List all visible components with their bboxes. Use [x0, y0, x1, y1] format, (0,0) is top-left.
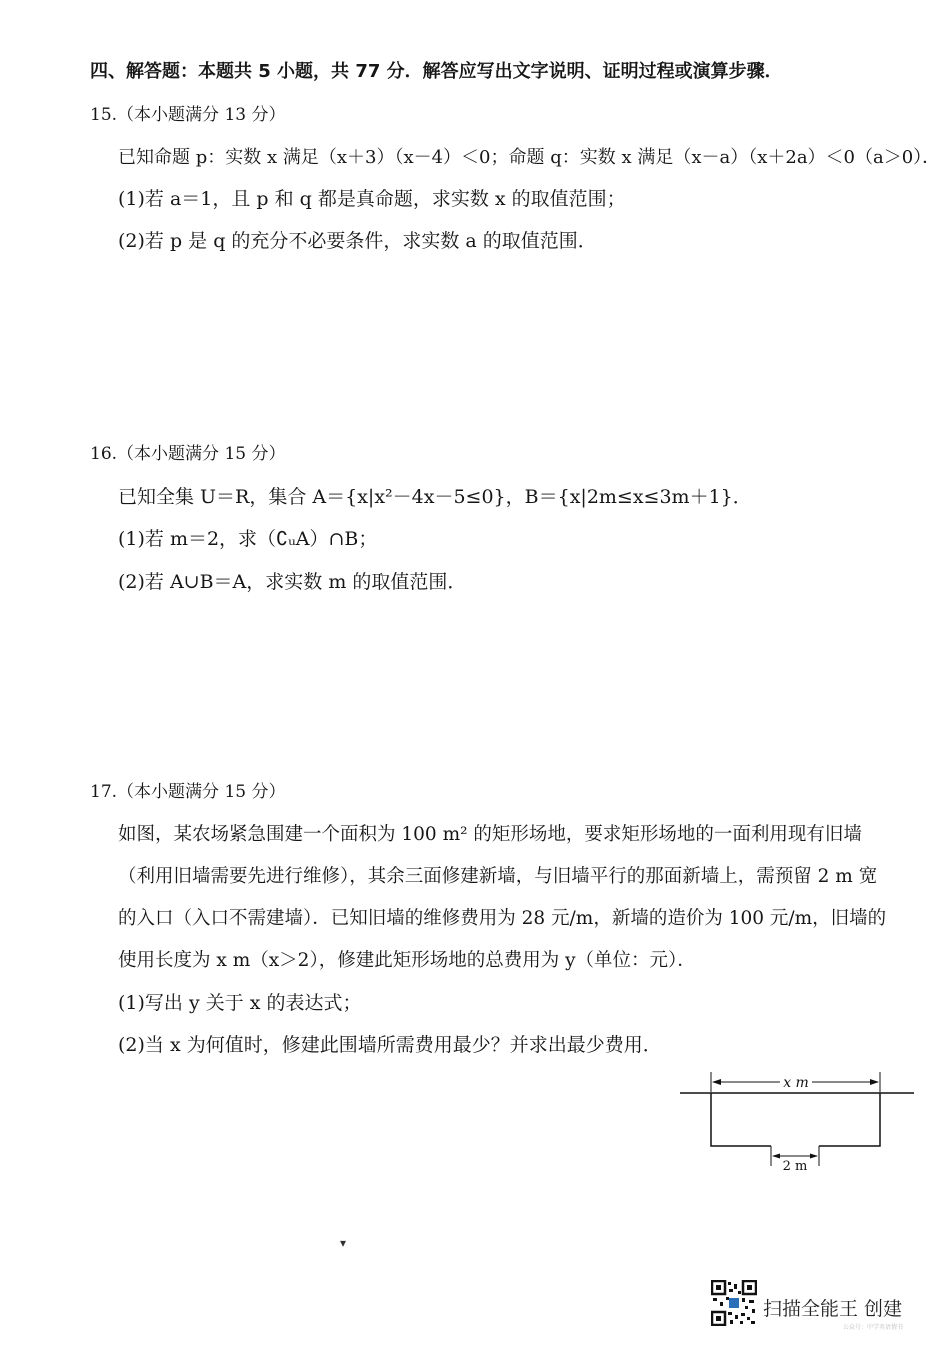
q17-stem-line3: 的入口（入口不需建墙）．已知旧墙的维修费用为 28 元/m，新墙的造价为 100 元/m，旧墙的 [118, 908, 887, 929]
enclosure-diagram [678, 1064, 918, 1179]
q15-part1: (1)若 a＝1，且 p 和 q 都是真命题，求实数 x 的取值范围； [118, 188, 626, 210]
q15-title: 15.（本小题满分 13 分） [90, 105, 286, 125]
gap-arrow-left [772, 1154, 780, 1159]
q16-title: 16.（本小题满分 15 分） [90, 444, 286, 464]
section-header: 四、解答题：本题共 5 小题，共 77 分．解答应写出文字说明、证明过程或演算步骤． [90, 61, 783, 82]
label-2m: 2 m [782, 1159, 808, 1174]
scanner-brand-text: 扫描全能王 创建 [763, 1298, 903, 1320]
q17-stem-line4: 使用长度为 x m（x＞2），修建此矩形场地的总费用为 y（单位：元）． [118, 950, 696, 971]
q16-part2: (2)若 A∪B＝A，求实数 m 的取值范围． [118, 571, 467, 593]
qr-code-icon [711, 1280, 757, 1326]
q17-part2: (2)当 x 为何值时，修建此围墙所需费用最少？并求出最少费用． [118, 1034, 662, 1056]
new-wall-right [819, 1093, 880, 1146]
q16-part1: (1)若 m＝2，求（∁ᵤA）∩B； [118, 528, 378, 550]
new-wall-left [711, 1093, 771, 1146]
q17-title: 17.（本小题满分 15 分） [90, 782, 286, 802]
q15-stem: 已知命题 p：实数 x 满足（x＋3）（x－4）＜0；命题 q：实数 x 满足（x－a）（x＋2a）＜0（a＞0）． [118, 147, 941, 168]
dim-arrow-right [870, 1079, 879, 1085]
label-x-m: x m [783, 1075, 809, 1091]
dim-arrow-left [712, 1079, 721, 1085]
speck-mark: ▾ [340, 1236, 347, 1250]
q17-part1: (1)写出 y 关于 x 的表达式； [118, 992, 362, 1014]
watermark-text: 公众号：中学英语情书 [843, 1324, 904, 1331]
q15-part2: (2)若 p 是 q 的充分不必要条件，求实数 a 的取值范围． [118, 230, 597, 252]
q17-stem-line2: （利用旧墙需要先进行维修），其余三面修建新墙，与旧墙平行的那面新墙上，需预留 2 m 宽 [118, 866, 878, 887]
q17-stem-line1: 如图，某农场紧急围建一个面积为 100 m² 的矩形场地，要求矩形场地的一面利用现有旧墙 [118, 824, 862, 845]
q16-stem: 已知全集 U＝R，集合 A＝{x|x²－4x－5≤0}，B＝{x|2m≤x≤3m＋1}． [118, 486, 752, 508]
scanner-footer [711, 1280, 941, 1332]
gap-arrow-right [810, 1154, 818, 1159]
